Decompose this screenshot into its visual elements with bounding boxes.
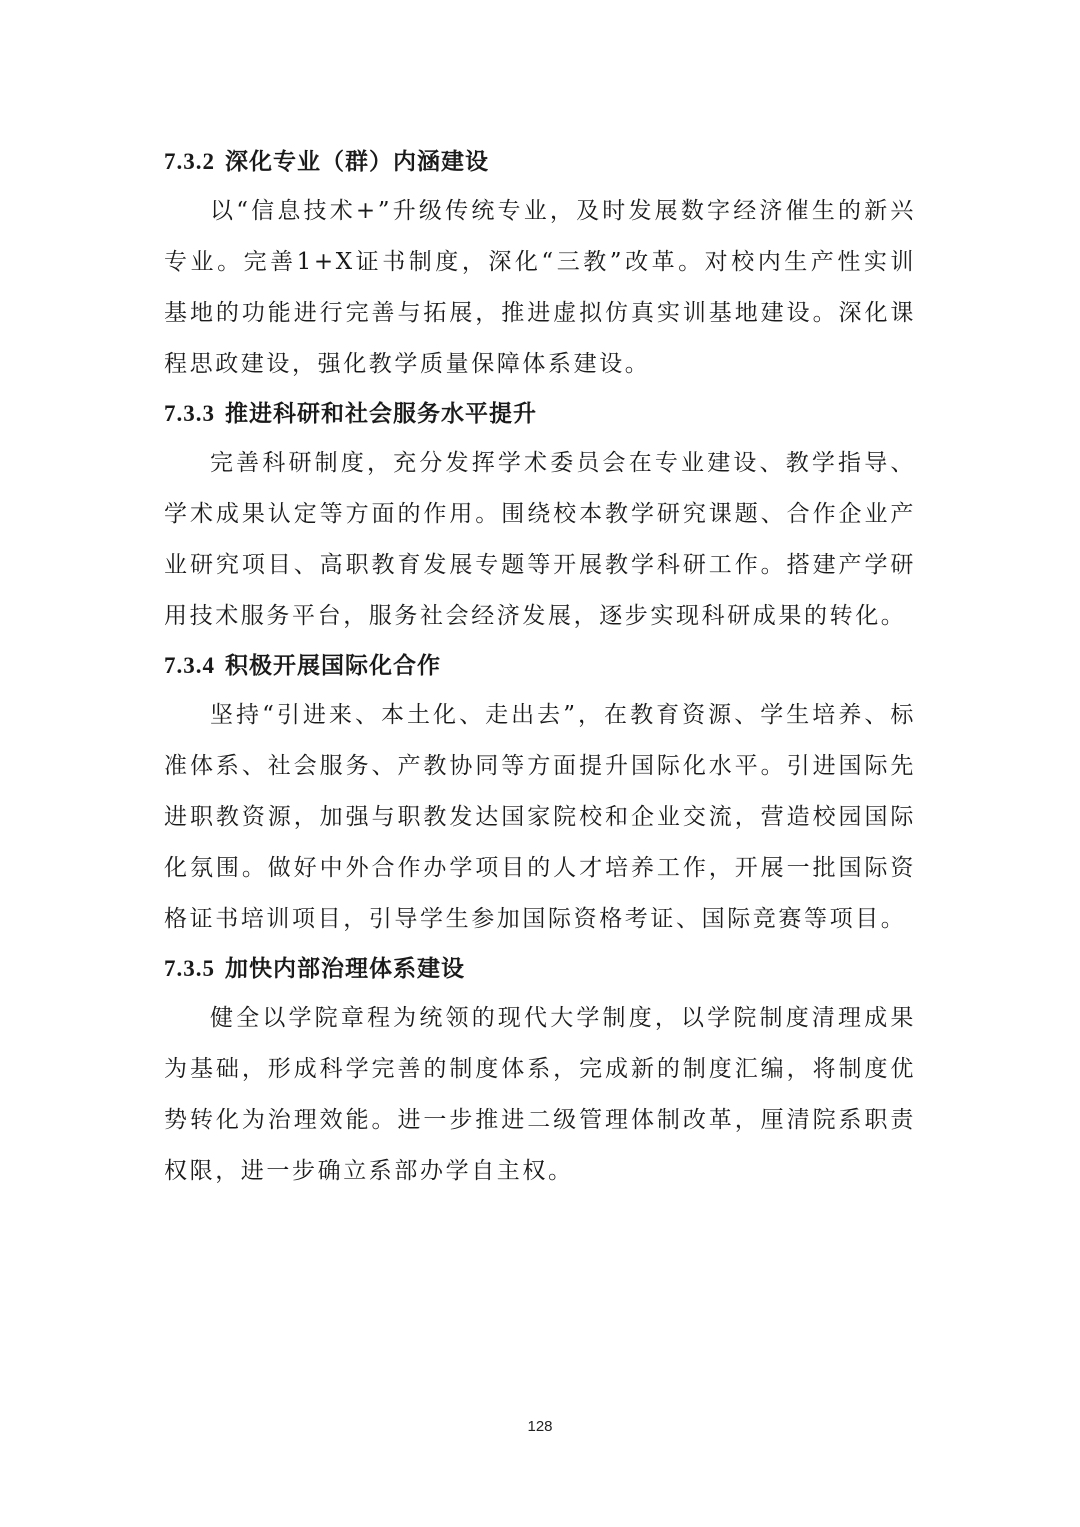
section-heading bbox=[164, 945, 916, 993]
section-paragraph: 坚持“引进来、本土化、走出去”，在教育资源、学生培养、标准体系、社会服务、产教协同等方面提升国际化水平。引进国际先进职教资源，加强与职教发达国家院校和企业交流，营造校园国际化氛围。做好中外合作办学项目的人才培养工作，开展一批国际资格证书培训项目，引导学生参加国际资格考证、国际竞赛等项目。 bbox=[164, 702, 916, 932]
section-7-3-3 bbox=[164, 390, 916, 642]
section-7-3-4 bbox=[164, 642, 916, 945]
section-title: 加快内部治理体系建设 bbox=[225, 956, 465, 982]
section-7-3-2 bbox=[164, 138, 916, 390]
section-number: 7.3.2 bbox=[164, 149, 215, 174]
section-heading bbox=[164, 390, 916, 438]
document-body bbox=[164, 138, 916, 1197]
page-number: 128 bbox=[527, 1418, 553, 1435]
section-number: 7.3.3 bbox=[164, 401, 215, 426]
section-paragraph: 以“信息技术+”升级传统专业，及时发展数字经济催生的新兴专业。完善1+X证书制度，深化“三教”改革。对校内生产性实训基地的功能进行完善与拓展，推进虚拟仿真实训基地建设。深化课程思政建设，强化教学质量保障体系建设。 bbox=[164, 198, 916, 377]
section-title: 深化专业（群）内涵建设 bbox=[225, 149, 489, 175]
section-title: 推进科研和社会服务水平提升 bbox=[225, 401, 537, 427]
section-number: 7.3.5 bbox=[164, 956, 215, 981]
section-number: 7.3.4 bbox=[164, 653, 215, 678]
section-paragraph: 健全以学院章程为统领的现代大学制度，以学院制度清理成果为基础，形成科学完善的制度体系，完成新的制度汇编，将制度优势转化为治理效能。进一步推进二级管理体制改革，厘清院系职责权限，进一步确立系部办学自主权。 bbox=[164, 1005, 916, 1184]
section-paragraph: 完善科研制度，充分发挥学术委员会在专业建设、教学指导、学术成果认定等方面的作用。围绕校本教学研究课题、合作企业产业研究项目、高职教育发展专题等开展教学科研工作。搭建产学研用技术服务平台，服务社会经济发展，逐步实现科研成果的转化。 bbox=[164, 450, 916, 629]
section-title: 积极开展国际化合作 bbox=[225, 653, 441, 679]
section-7-3-5 bbox=[164, 945, 916, 1197]
section-heading bbox=[164, 642, 916, 690]
section-heading bbox=[164, 138, 916, 186]
